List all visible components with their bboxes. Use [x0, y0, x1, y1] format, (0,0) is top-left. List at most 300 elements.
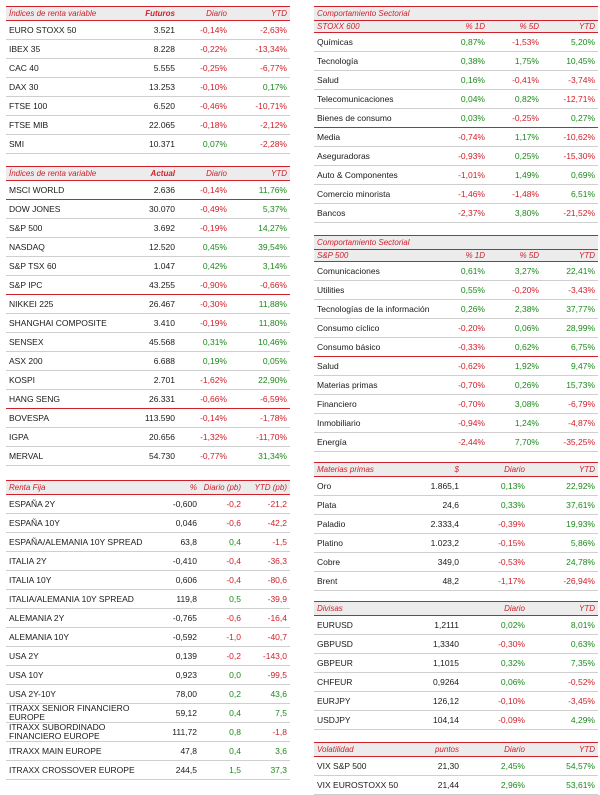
sp-row: [314, 300, 598, 319]
materias-header-col0: Materias primas: [314, 463, 402, 477]
sp-row-label: Materias primas: [314, 376, 434, 395]
renta-fija-row-value: -1,5: [244, 533, 290, 552]
actual-row-value: 0,45%: [178, 238, 230, 257]
divisas-row-value: 0,9264: [402, 673, 462, 692]
materias-row-value: 24,78%: [528, 553, 598, 572]
stoxx-subheader: [314, 21, 598, 33]
divisas-row-value: -3,45%: [528, 692, 598, 711]
materias-row-label: Platino: [314, 534, 402, 553]
actual-row: [6, 409, 290, 428]
stoxx-row: [314, 90, 598, 109]
actual-row-value: -0,77%: [178, 447, 230, 466]
renta-fija-row-label: ESPAÑA/ALEMANIA 10Y SPREAD: [6, 533, 156, 552]
stoxx-row-value: 0,16%: [434, 71, 488, 90]
actual-row-value: -11,70%: [230, 428, 290, 447]
renta-fija-row-value: 0,4: [200, 704, 244, 723]
materias-row-label: Paladio: [314, 515, 402, 534]
divisas-row-label: EURUSD: [314, 616, 402, 635]
sp-row-value: -6,79%: [542, 395, 598, 414]
stoxx-row-value: 0,03%: [434, 109, 488, 128]
sp-row: [314, 414, 598, 433]
materias-row-value: 0,13%: [462, 477, 528, 496]
volatilidad-row-label: VIX EUROSTOXX 50: [314, 776, 402, 795]
divisas-row-value: 0,06%: [462, 673, 528, 692]
stoxx-row: [314, 185, 598, 204]
futuros-row: [6, 135, 290, 154]
renta-fija-row-label: USA 2Y-10Y: [6, 685, 156, 704]
stoxx-row-value: -1,53%: [488, 33, 542, 52]
sp-header-col2: % 5D: [488, 250, 542, 262]
actual-row-value: 45.568: [116, 333, 178, 352]
actual-row: [6, 390, 290, 409]
stoxx-row-value: 6,51%: [542, 185, 598, 204]
stoxx-row: [314, 166, 598, 185]
renta-fija-row-label: USA 2Y: [6, 647, 156, 666]
sp-row-label: Consumo cíclico: [314, 319, 434, 338]
sp-header-col3: YTD: [542, 250, 598, 262]
stoxx-row-label: Químicas: [314, 33, 434, 52]
renta-fija-row-value: 47,8: [156, 742, 200, 761]
actual-row-value: 0,31%: [178, 333, 230, 352]
renta-fija-row: [6, 514, 290, 533]
materias-row-value: -0,15%: [462, 534, 528, 553]
stoxx-row-value: 1,17%: [488, 128, 542, 147]
divisas-row-label: EURJPY: [314, 692, 402, 711]
futuros-row: [6, 59, 290, 78]
actual-row-value: -0,14%: [178, 409, 230, 428]
renta-fija-row-value: -0,6: [200, 514, 244, 533]
renta-fija-body: [6, 495, 290, 780]
divisas-row-value: 1,1015: [402, 654, 462, 673]
renta-fija-row-value: 0,139: [156, 647, 200, 666]
renta-fija-row-value: 37,3: [244, 761, 290, 780]
actual-row-value: 3,14%: [230, 257, 290, 276]
renta-fija-header-col1: %: [156, 481, 200, 495]
stoxx-row-value: 10,45%: [542, 52, 598, 71]
sp-row-value: 15,73%: [542, 376, 598, 395]
renta-fija-row-value: -0,410: [156, 552, 200, 571]
stoxx-row-label: Aseguradoras: [314, 147, 434, 166]
renta-fija-row-label: USA 10Y: [6, 666, 156, 685]
actual-row-value: 1.047: [116, 257, 178, 276]
stoxx-row-value: -1,46%: [434, 185, 488, 204]
actual-row-value: 11,76%: [230, 181, 290, 200]
actual-row-value: 11,80%: [230, 314, 290, 333]
renta-fija-row: [6, 761, 290, 780]
sp-row: [314, 338, 598, 357]
volatilidad-row-label: VIX S&P 500: [314, 757, 402, 776]
stoxx-row-label: Auto & Componentes: [314, 166, 434, 185]
divisas-row-value: 1,3340: [402, 635, 462, 654]
sp-row: [314, 357, 598, 376]
sp-row-label: Energía: [314, 433, 434, 452]
actual-header-col1: Actual: [116, 167, 178, 181]
renta-fija-row-value: -0,592: [156, 628, 200, 647]
sp-row: [314, 395, 598, 414]
futuros-row-value: -0,22%: [178, 40, 230, 59]
stoxx-row-value: 0,04%: [434, 90, 488, 109]
renta-fija-row-value: 0,2: [200, 685, 244, 704]
actual-row-value: 0,19%: [178, 352, 230, 371]
sp-row-value: -0,33%: [434, 338, 488, 357]
actual-row-label: MERVAL: [6, 447, 116, 466]
renta-fija-row-value: -0,600: [156, 495, 200, 514]
futuros-header-col1: Futuros: [116, 7, 178, 21]
renta-fija-row-label: ITRAXX SENIOR FINANCIERO EUROPE: [6, 704, 156, 723]
actual-row: [6, 447, 290, 466]
stoxx-row-label: Media: [314, 128, 434, 147]
renta-fija-row-value: -40,7: [244, 628, 290, 647]
futuros-body: [6, 21, 290, 154]
renta-fija-row: [6, 666, 290, 685]
materias-row: [314, 496, 598, 515]
volatilidad-header-col2: Diario: [462, 743, 528, 757]
materias-header-col2: Diario: [462, 463, 528, 477]
sp-row-value: -0,62%: [434, 357, 488, 376]
divisas-header-col0: Divisas: [314, 602, 402, 616]
sp-row-value: -2,44%: [434, 433, 488, 452]
divisas-row: [314, 635, 598, 654]
materias-row-value: 5,86%: [528, 534, 598, 553]
stoxx-row-label: Tecnología: [314, 52, 434, 71]
renta-fija-row-label: ALEMANIA 2Y: [6, 609, 156, 628]
actual-row-value: 5,37%: [230, 200, 290, 219]
renta-fija-row: [6, 533, 290, 552]
actual-row-value: 26.331: [116, 390, 178, 409]
materias-row: [314, 477, 598, 496]
divisas-body: [314, 616, 598, 730]
actual-row-value: -6,59%: [230, 390, 290, 409]
renta-fija-row-value: 0,046: [156, 514, 200, 533]
stoxx-title-row: [314, 7, 598, 21]
actual-row-value: 11,88%: [230, 295, 290, 314]
sp-row: [314, 433, 598, 452]
actual-header-col3: YTD: [230, 167, 290, 181]
stoxx-row: [314, 128, 598, 147]
renta-fija-row-value: -39,9: [244, 590, 290, 609]
sp-row-label: Comunicaciones: [314, 262, 434, 281]
renta-fija-row-value: 0,606: [156, 571, 200, 590]
stoxx-row-value: -12,71%: [542, 90, 598, 109]
actual-row-label: HANG SENG: [6, 390, 116, 409]
futuros-row-value: -6,77%: [230, 59, 290, 78]
materias-row: [314, 534, 598, 553]
actual-row-value: 20.656: [116, 428, 178, 447]
volatilidad-row-value: 2,45%: [462, 757, 528, 776]
renta-fija-row: [6, 647, 290, 666]
materias-row-label: Cobre: [314, 553, 402, 572]
materias-row-value: 1.865,1: [402, 477, 462, 496]
futuros-row: [6, 21, 290, 40]
volatilidad-row-value: 21,30: [402, 757, 462, 776]
sp-row-value: -0,70%: [434, 395, 488, 414]
renta-fija-row-value: 63,8: [156, 533, 200, 552]
sp-title-row: [314, 236, 598, 250]
divisas-row-label: CHFEUR: [314, 673, 402, 692]
materias-header-col3: YTD: [528, 463, 598, 477]
renta-fija-row-value: 119,8: [156, 590, 200, 609]
sp-title: Comportamiento Sectorial: [314, 236, 598, 250]
actual-row-value: 26.467: [116, 295, 178, 314]
renta-fija-header-col0: Renta Fija: [6, 481, 156, 495]
renta-fija-table: [6, 480, 290, 780]
materias-row-value: 1.023,2: [402, 534, 462, 553]
renta-fija-row-value: -1,0: [200, 628, 244, 647]
futuros-row-value: -0,25%: [178, 59, 230, 78]
renta-fija-header: [6, 481, 290, 495]
actual-row-value: 3.410: [116, 314, 178, 333]
sp-row-value: 0,26%: [488, 376, 542, 395]
renta-fija-row-label: ESPAÑA 10Y: [6, 514, 156, 533]
stoxx-row-value: -15,30%: [542, 147, 598, 166]
renta-fija-row: [6, 685, 290, 704]
sp-row-value: 0,26%: [434, 300, 488, 319]
actual-row-value: 113.590: [116, 409, 178, 428]
actual-body: [6, 181, 290, 466]
actual-row-value: 3.692: [116, 219, 178, 238]
volatilidad-row: [314, 776, 598, 795]
sp-row-value: -0,20%: [434, 319, 488, 338]
actual-header: [6, 167, 290, 181]
futuros-row: [6, 40, 290, 59]
renta-fija-row: [6, 723, 290, 742]
renta-fija-row-label: ITALIA 10Y: [6, 571, 156, 590]
actual-row-label: KOSPI: [6, 371, 116, 390]
stoxx-row-label: Salud: [314, 71, 434, 90]
renta-fija-row-value: -36,3: [244, 552, 290, 571]
divisas-header-col1: [402, 602, 462, 616]
actual-row-label: NASDAQ: [6, 238, 116, 257]
renta-fija-row-value: -1,8: [244, 723, 290, 742]
renta-fija-row-value: -0,2: [200, 495, 244, 514]
actual-row: [6, 295, 290, 314]
sp-row-label: Utilities: [314, 281, 434, 300]
renta-fija-row-value: 244,5: [156, 761, 200, 780]
actual-row: [6, 333, 290, 352]
renta-fija-row-label: ITALIA/ALEMANIA 10Y SPREAD: [6, 590, 156, 609]
stoxx-row-value: -3,74%: [542, 71, 598, 90]
futuros-header-col3: YTD: [230, 7, 290, 21]
actual-row-value: -0,14%: [178, 181, 230, 200]
actual-row-value: 2.701: [116, 371, 178, 390]
sp-row-value: 0,06%: [488, 319, 542, 338]
futuros-row-label: EURO STOXX 50: [6, 21, 116, 40]
sp-row-value: -0,94%: [434, 414, 488, 433]
divisas-row-value: 0,02%: [462, 616, 528, 635]
stoxx-row-value: 3,80%: [488, 204, 542, 223]
materias-header-col1: $: [402, 463, 462, 477]
sp-header-col1: % 1D: [434, 250, 488, 262]
materias-row-value: -0,53%: [462, 553, 528, 572]
futuros-row-value: -2,12%: [230, 116, 290, 135]
volatilidad-header: [314, 743, 598, 757]
actual-row: [6, 428, 290, 447]
materias-row: [314, 515, 598, 534]
actual-row-value: -0,19%: [178, 219, 230, 238]
renta-fija-row-label: ITRAXX MAIN EUROPE: [6, 742, 156, 761]
futuros-row-value: -0,46%: [178, 97, 230, 116]
stoxx-row-value: -0,93%: [434, 147, 488, 166]
actual-row-value: 22,90%: [230, 371, 290, 390]
actual-row-value: -1,32%: [178, 428, 230, 447]
actual-row-value: 2.636: [116, 181, 178, 200]
sp-row-label: Tecnologías de la información: [314, 300, 434, 319]
stoxx-row-value: -0,74%: [434, 128, 488, 147]
futuros-row-label: CAC 40: [6, 59, 116, 78]
divisas-row-value: 4,29%: [528, 711, 598, 730]
stoxx-row-label: Bienes de consumo: [314, 109, 434, 128]
stoxx-row: [314, 71, 598, 90]
renta-fija-row-value: -143,0: [244, 647, 290, 666]
divisas-row-value: 1,2111: [402, 616, 462, 635]
sp-row-value: 9,47%: [542, 357, 598, 376]
renta-fija-row-label: ITRAXX SUBORDINADO FINANCIERO EUROPE: [6, 723, 156, 742]
volatilidad-row-value: 53,61%: [528, 776, 598, 795]
renta-fija-row: [6, 609, 290, 628]
actual-row-value: -1,62%: [178, 371, 230, 390]
actual-row-label: ASX 200: [6, 352, 116, 371]
materias-row-value: -1,17%: [462, 572, 528, 591]
sp-row-value: 0,62%: [488, 338, 542, 357]
divisas-row-label: GBPEUR: [314, 654, 402, 673]
actual-row: [6, 276, 290, 295]
stoxx-row-value: 0,82%: [488, 90, 542, 109]
materias-row-label: Oro: [314, 477, 402, 496]
actual-row-value: 0,42%: [178, 257, 230, 276]
actual-row-value: -0,19%: [178, 314, 230, 333]
sp-row-value: 3,27%: [488, 262, 542, 281]
sp-row-value: -4,87%: [542, 414, 598, 433]
renta-fija-row-value: -0,4: [200, 571, 244, 590]
stoxx-header-col0: STOXX 600: [314, 21, 434, 33]
stoxx-row-value: -1,48%: [488, 185, 542, 204]
materias-row: [314, 572, 598, 591]
divisas-row: [314, 673, 598, 692]
futuros-row-value: -10,71%: [230, 97, 290, 116]
actual-row-value: 31,34%: [230, 447, 290, 466]
futuros-row-value: -0,18%: [178, 116, 230, 135]
renta-fija-header-col2: Diario (pb): [200, 481, 244, 495]
actual-row-label: S&P TSX 60: [6, 257, 116, 276]
futuros-row-label: FTSE 100: [6, 97, 116, 116]
actual-row-value: -0,90%: [178, 276, 230, 295]
sp-row-value: 0,61%: [434, 262, 488, 281]
actual-row-value: 14,27%: [230, 219, 290, 238]
stoxx-header-col1: % 1D: [434, 21, 488, 33]
stoxx-row-label: Telecomunicaciones: [314, 90, 434, 109]
stoxx-table: [314, 6, 598, 223]
divisas-row-value: -0,09%: [462, 711, 528, 730]
actual-row-value: -0,49%: [178, 200, 230, 219]
divisas-row: [314, 654, 598, 673]
actual-row-value: -0,66%: [178, 390, 230, 409]
actual-row-label: MSCI WORLD: [6, 181, 116, 200]
futuros-row-value: 10.371: [116, 135, 178, 154]
renta-fija-row-value: -0,765: [156, 609, 200, 628]
stoxx-row-value: -1,01%: [434, 166, 488, 185]
actual-row: [6, 200, 290, 219]
volatilidad-row-value: 21,44: [402, 776, 462, 795]
actual-row-value: 39,54%: [230, 238, 290, 257]
renta-fija-row: [6, 628, 290, 647]
stoxx-row-value: 0,38%: [434, 52, 488, 71]
futuros-row-value: 5.555: [116, 59, 178, 78]
right-column: [314, 0, 598, 795]
stoxx-row-label: Comercio minorista: [314, 185, 434, 204]
renta-fija-row-value: 0,923: [156, 666, 200, 685]
actual-row: [6, 181, 290, 200]
materias-row: [314, 553, 598, 572]
sp-row-label: Consumo básico: [314, 338, 434, 357]
materias-header: [314, 463, 598, 477]
sp-row: [314, 281, 598, 300]
sp-row-value: 1,24%: [488, 414, 542, 433]
volatilidad-row-value: 54,57%: [528, 757, 598, 776]
sp-row-value: -3,43%: [542, 281, 598, 300]
renta-fija-row-value: 0,8: [200, 723, 244, 742]
materias-table: [314, 462, 598, 591]
futuros-table: [6, 6, 290, 154]
divisas-row-value: -0,10%: [462, 692, 528, 711]
actual-row-value: -1,78%: [230, 409, 290, 428]
stoxx-body: [314, 33, 598, 223]
actual-row-value: 6.688: [116, 352, 178, 371]
futuros-row-label: SMI: [6, 135, 116, 154]
stoxx-row-value: -0,25%: [488, 109, 542, 128]
futuros-header: [6, 7, 290, 21]
stoxx-row-value: -0,41%: [488, 71, 542, 90]
stoxx-header-col2: % 5D: [488, 21, 542, 33]
futuros-header-col0: Índices de renta variable: [6, 7, 116, 21]
materias-row-value: -0,39%: [462, 515, 528, 534]
actual-row-value: 30.070: [116, 200, 178, 219]
actual-row-value: 10,46%: [230, 333, 290, 352]
sp-row-value: 7,70%: [488, 433, 542, 452]
divisas-row-value: 0,63%: [528, 635, 598, 654]
renta-fija-header-col3: YTD (pb): [244, 481, 290, 495]
divisas-header-col3: YTD: [528, 602, 598, 616]
sp-row-value: 1,92%: [488, 357, 542, 376]
actual-row-label: DOW JONES: [6, 200, 116, 219]
renta-fija-row-value: 7,5: [244, 704, 290, 723]
stoxx-row: [314, 204, 598, 223]
futuros-row-label: IBEX 35: [6, 40, 116, 59]
divisas-row-value: 104,14: [402, 711, 462, 730]
materias-row-value: 2.333,4: [402, 515, 462, 534]
actual-row-value: -0,30%: [178, 295, 230, 314]
futuros-row-label: DAX 30: [6, 78, 116, 97]
materias-row-value: 349,0: [402, 553, 462, 572]
stoxx-row-value: -2,37%: [434, 204, 488, 223]
futuros-row-value: -0,10%: [178, 78, 230, 97]
renta-fija-row-value: -99,5: [244, 666, 290, 685]
renta-fija-row-value: -16,4: [244, 609, 290, 628]
actual-row: [6, 219, 290, 238]
sp-row-label: Salud: [314, 357, 434, 376]
renta-fija-row-value: 111,72: [156, 723, 200, 742]
divisas-header-col2: Diario: [462, 602, 528, 616]
futuros-row-value: 8.228: [116, 40, 178, 59]
stoxx-title: Comportamiento Sectorial: [314, 7, 598, 21]
divisas-row-label: USDJPY: [314, 711, 402, 730]
volatilidad-header-col3: YTD: [528, 743, 598, 757]
renta-fija-row-value: 78,00: [156, 685, 200, 704]
sp-row-value: -35,25%: [542, 433, 598, 452]
sp-row-value: 3,08%: [488, 395, 542, 414]
materias-row-value: 0,33%: [462, 496, 528, 515]
actual-row-value: -0,66%: [230, 276, 290, 295]
actual-row-value: 12.520: [116, 238, 178, 257]
